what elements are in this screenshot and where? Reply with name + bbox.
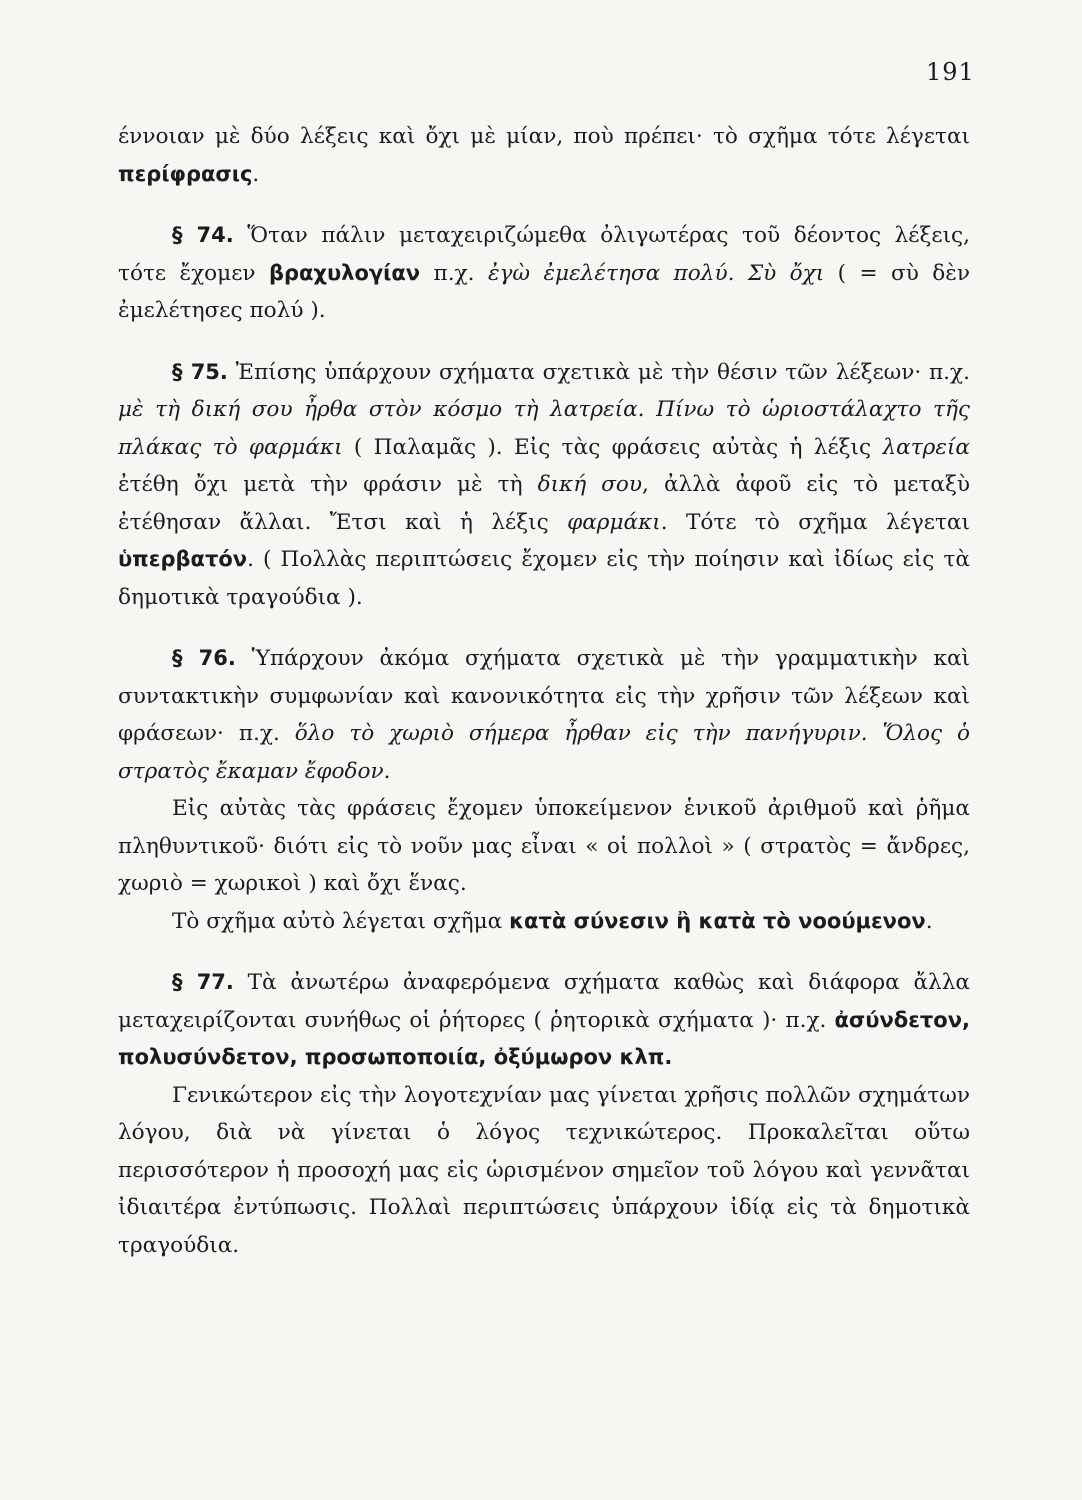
example-text: ὅλο τὸ χωριὸ σήμερα ἦρθαν εἰς τὴν πανήγυριν. Ὅλος ὁ στρατὸς ἔκαμαν ἔφοδον.: [118, 721, 971, 784]
text-run: Ὅταν πάλιν μεταχειριζώμεθα ὀλιγωτέρας τοῦ δέοντος λέξεις, τότε ἔχομεν: [118, 223, 970, 286]
section-77: [118, 964, 970, 1077]
text-run: Ὑπάρχουν ἀκόμα σχήματα σχετικὰ μὲ τὴν γραμματικὴν καὶ συντακτικὴν συμφωνίαν καὶ κανονικότητα εἰς τὴν χρῆσιν τῶν λέξεων καὶ φράσεων· π.χ.: [118, 646, 970, 746]
text-run: Τὸ σχῆμα αὐτὸ λέγεται σχῆμα: [172, 908, 510, 934]
text-run: ( = σὺ δὲν ἐμελέτησες πολύ ).: [118, 260, 970, 323]
text-run: . ( Πολλὰς περιπτώσεις ἔχομεν εἰς τὴν ποίησιν καὶ ἰδίως εἰς τὰ δημοτικὰ τραγούδια ).: [118, 547, 970, 610]
example-text: ἐγὼ ἐμελέτησα πολύ. Σὺ ὄχι: [487, 260, 825, 286]
text-run: ἐτέθη ὄχι μετὰ τὴν φράσιν μὲ τὴ: [118, 472, 538, 497]
text-run: έννοιαν μὲ δύο λέξεις καὶ ὄχι μὲ μίαν, ποὺ πρέπει· τὸ σχῆμα τότε λέγεται: [118, 124, 970, 149]
section-76-paragraph-3: [118, 903, 970, 941]
term-periphrasis: περίφρασις: [118, 161, 253, 186]
section-number: § 76.: [172, 646, 236, 670]
term-kata-synesin: κατὰ σύνεσιν ἢ κατὰ τὸ νοούμενον: [509, 908, 926, 933]
term-brachylogy: βραχυλογίαν: [268, 260, 421, 285]
section-75: [118, 354, 970, 617]
section-76-paragraph-2: Εἰς αὐτὰς τὰς φράσεις ἔχομεν ὑποκείμενον ἑνικοῦ ἀριθμοῦ καὶ ῥῆμα πληθυντικοῦ· διότι εἰς τὸ νοῦν μας εἶναι « οἱ πολλοὶ » ( στρατὸς = ἄνδρες, χωριὸ = χωρικοὶ ) καὶ ὄχι ἕνας.: [118, 796, 970, 896]
text-run: .: [925, 908, 933, 934]
section-77-paragraph-2: Γενικώτερον εἰς τὴν λογοτεχνίαν μας γίνεται χρῆσις πολλῶν σχημάτων λόγου, διὰ νὰ γίνεται ὁ λόγος τεχνικώτερος. Προκαλεῖται οὕτω περισσότερον ἡ προσοχή μας εἰς ὡρισμένον σημεῖον τοῦ λόγου καὶ γεννᾶται ἰδιαιτέρα ἐντύπωσις. Πολλαὶ περιπτώσεις ὑπάρχουν ἰδίᾳ εἰς τὰ δημοτικὰ τραγούδια.: [118, 1082, 970, 1258]
text-run: , ἀλλὰ ἀφοῦ εἰς τὸ μεταξὺ ἐτέθησαν ἄλλαι. Ἔτσι καὶ ἡ λέξις: [118, 472, 970, 535]
section-74: [118, 217, 970, 330]
text-run: Ἐπίσης ὑπάρχουν σχήματα σχετικὰ μὲ τὴν θέσιν τῶν λέξεων· π.χ.: [227, 359, 970, 385]
text-run: π.χ.: [420, 260, 488, 286]
example-text: μὲ τὴ δική σου ἦρθα στὸν κόσμο τὴ λατρεία. Πίνω τὸ ὡριοστάλαχτο τῆς πλάκας τὸ φαρμάκι: [118, 397, 970, 460]
section-76: [118, 640, 970, 790]
paragraph-periphrasis: [118, 118, 970, 193]
text-run: . Τότε τὸ σχῆμα λέγεται: [660, 509, 970, 535]
example-word: φαρμάκι: [567, 509, 661, 535]
section-number: § 74.: [172, 223, 234, 247]
page-number: 191: [926, 58, 975, 86]
term-rhetorical-figures: ἀσύνδετον, πολυσύνδετον, προσωποποιία, ὀξύμωρον κλπ.: [118, 1007, 970, 1069]
section-number: § 75.: [172, 359, 228, 384]
text-run: .: [252, 161, 260, 187]
page-body: [118, 118, 970, 1264]
section-number: § 77.: [172, 970, 234, 994]
term-hyperbaton: ὑπερβατόν: [118, 547, 248, 571]
text-run: Τὰ ἀνωτέρω ἀναφερόμενα σχήματα καθὼς καὶ διάφορα ἄλλα μεταχειρίζονται συνήθως οἱ ῥήτορες ( ῥητορικὰ σχήματα )· π.χ.: [118, 970, 970, 1033]
text-run: ( Παλαμᾶς ). Εἰς τὰς φράσεις αὐτὰς ἡ λέξις: [342, 434, 883, 460]
example-word: λατρεία: [882, 434, 970, 460]
example-word: δική σου: [537, 472, 643, 497]
